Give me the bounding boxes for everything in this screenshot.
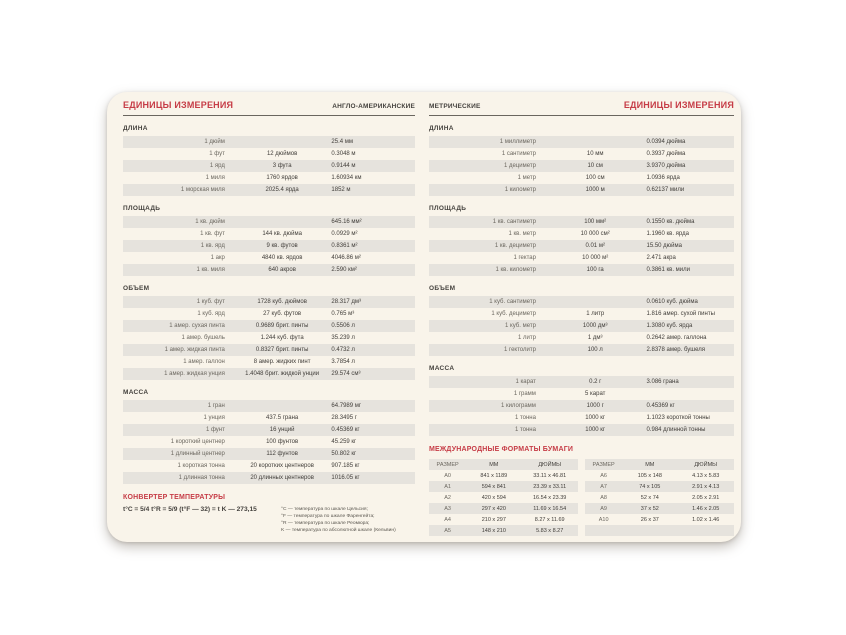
table-cell: 1 морская миля xyxy=(180,187,225,193)
right-panel xyxy=(429,100,734,534)
table-cell: 100 га xyxy=(586,267,604,273)
table-row xyxy=(123,136,415,148)
paper-table-header xyxy=(585,459,734,470)
table-cell: 16.54 x 23.39 xyxy=(533,494,567,501)
table-row xyxy=(429,481,578,492)
table-cell: 3.9370 дюйма xyxy=(646,163,686,169)
table-cell: 1 куб. дециметр xyxy=(491,311,536,317)
table-row xyxy=(429,264,734,276)
table-cell: 5.83 x 8.27 xyxy=(536,527,564,534)
table-cell: 1 миллиметр xyxy=(499,139,536,145)
table-cell: 1 метр xyxy=(517,175,536,181)
table-cell: 0.62137 мили xyxy=(646,187,685,193)
table-cell: 0.2642 амер. галлона xyxy=(646,335,707,341)
table-row xyxy=(429,344,734,356)
table-cell: 1852 м xyxy=(331,187,351,193)
paper-table-a6-a10 xyxy=(585,459,734,536)
section-mass-metric xyxy=(429,365,734,436)
table-cell: 0.3861 кв. мили xyxy=(646,267,690,273)
table-row xyxy=(123,184,415,196)
table-cell: 0.45369 кг xyxy=(646,403,675,409)
table-cell: 100 фунтов xyxy=(266,439,299,445)
conversion-table-area-imperial xyxy=(123,216,415,276)
table-cell: 105 x 148 xyxy=(637,472,662,479)
table-cell: 0.0610 куб. дюйма xyxy=(646,299,698,305)
table-cell: 50.802 кг xyxy=(331,451,357,457)
table-cell: 645.16 мм² xyxy=(331,219,362,225)
section-volume-imperial xyxy=(123,285,415,380)
column-header-mm: ММ xyxy=(645,461,655,468)
table-cell: 23.39 x 33.11 xyxy=(533,483,567,490)
table-cell: 1 грамм xyxy=(513,391,536,397)
table-cell: 1 куб. ярд xyxy=(197,311,225,317)
section-mass-imperial xyxy=(123,389,415,484)
conversion-table-length-metric xyxy=(429,136,734,196)
table-cell: 0.8361 м² xyxy=(331,243,358,249)
table-row xyxy=(123,448,415,460)
column-header-size: РАЗМЕР xyxy=(436,461,459,468)
reference-card xyxy=(107,92,741,542)
table-row xyxy=(429,160,734,172)
table-cell: 4.13 x 5.83 xyxy=(692,472,720,479)
table-cell: 0.765 м³ xyxy=(331,311,355,317)
table-cell: 10 мм xyxy=(586,151,604,157)
table-row xyxy=(429,503,578,514)
table-cell: 1000 дм³ xyxy=(582,323,608,329)
table-cell: 15.50 дюйма xyxy=(646,243,682,249)
paper-table-a0-a5 xyxy=(429,459,578,536)
table-row xyxy=(123,356,415,368)
table-cell: 594 x 841 xyxy=(481,483,506,490)
table-row xyxy=(585,514,734,525)
column-header-inches: ДЮЙМЫ xyxy=(538,461,562,468)
section-title: ОБЪЕМ xyxy=(123,285,150,292)
table-cell: 0.3048 м xyxy=(331,151,356,157)
table-cell: 25.4 мм xyxy=(331,139,353,145)
paper-formats xyxy=(429,446,734,536)
table-cell: 3.7854 л xyxy=(331,359,355,365)
table-row xyxy=(281,513,415,520)
table-cell: 45.259 кг xyxy=(331,439,357,445)
table-cell: 1 кв. дециметр xyxy=(494,243,536,249)
table-row xyxy=(429,492,578,503)
table-cell: 1 кв. дюйм xyxy=(195,219,225,225)
left-panel xyxy=(123,100,415,534)
table-row xyxy=(429,308,734,320)
table-row xyxy=(123,400,415,412)
table-cell: A0 xyxy=(444,472,451,479)
table-cell: 1000 м xyxy=(585,187,605,193)
table-cell: 0.1550 кв. дюйма xyxy=(646,219,695,225)
table-cell: 29.574 см³ xyxy=(331,371,361,377)
table-cell: 1016.05 кг xyxy=(331,475,360,481)
section-title: ДЛИНА xyxy=(123,125,148,132)
table-cell: 1.46 x 2.05 xyxy=(692,505,720,512)
table-cell: 35.239 л xyxy=(331,335,355,341)
table-cell: 1 короткий центнер xyxy=(170,439,225,445)
table-cell: 1 акр xyxy=(210,255,225,261)
table-cell: 1 килограмм xyxy=(500,403,536,409)
conversion-table-mass-metric xyxy=(429,376,734,436)
table-row xyxy=(429,412,734,424)
paper-table-header xyxy=(429,459,578,470)
table-row xyxy=(123,412,415,424)
table-row xyxy=(123,424,415,436)
table-cell: 1.02 x 1.46 xyxy=(692,516,720,523)
table-cell: 1 ярд xyxy=(209,163,225,169)
table-row xyxy=(429,228,734,240)
table-cell: 1 амер. бушель xyxy=(181,335,225,341)
table-cell: °C — температура по шкале Цельсия; xyxy=(281,507,368,512)
table-cell: 0.3937 дюйма xyxy=(646,151,686,157)
table-cell: 1 амер. галлон xyxy=(183,359,225,365)
conversion-table-volume-metric xyxy=(429,296,734,356)
table-cell: 1 кв. километр xyxy=(495,267,536,273)
table-cell: 2.05 x 2.91 xyxy=(692,494,720,501)
paper-formats-title: МЕЖДУНАРОДНЫЕ ФОРМАТЫ БУМАГИ xyxy=(429,446,574,453)
table-cell: A5 xyxy=(444,527,451,534)
right-panel-tag: МЕТРИЧЕСКИЕ xyxy=(429,103,481,110)
table-cell: 1000 кг xyxy=(585,427,606,433)
table-row xyxy=(123,228,415,240)
table-cell: 100 см xyxy=(585,175,605,181)
table-row xyxy=(123,264,415,276)
table-row xyxy=(123,368,415,380)
table-row xyxy=(123,460,415,472)
table-row xyxy=(123,148,415,160)
table-cell: 26 x 37 xyxy=(640,516,659,523)
table-cell: 1 гектар xyxy=(513,255,536,261)
section-length-imperial xyxy=(123,125,415,196)
table-cell: A9 xyxy=(600,505,607,512)
table-cell: 640 акров xyxy=(268,267,296,273)
section-area-imperial xyxy=(123,205,415,276)
table-row xyxy=(123,344,415,356)
section-title: ОБЪЕМ xyxy=(429,285,456,292)
table-row xyxy=(123,308,415,320)
table-cell: 8.27 x 11.69 xyxy=(534,516,565,523)
table-row xyxy=(429,252,734,264)
table-cell: 100 мм² xyxy=(584,219,607,225)
table-cell: 1 литр xyxy=(517,335,536,341)
table-cell: 1 литр xyxy=(586,311,605,317)
table-cell: 5 карат xyxy=(585,391,606,397)
table-row xyxy=(429,376,734,388)
table-cell: 1760 ярдов xyxy=(266,175,298,181)
temperature-formula: t°C = 5/4 t°R = 5/9 (t°F — 32) = t K — 273,15 xyxy=(123,506,257,513)
table-cell: 20 длинных центнеров xyxy=(250,475,314,481)
section-title: ДЛИНА xyxy=(429,125,454,132)
table-cell: 1.244 куб. фута xyxy=(260,335,304,341)
table-row xyxy=(429,525,578,536)
table-cell: 8 амер. жидких пинт xyxy=(253,359,311,365)
table-cell: 9 кв. футов xyxy=(266,243,298,249)
conversion-table-area-metric xyxy=(429,216,734,276)
table-row xyxy=(429,514,578,525)
table-cell: 74 x 105 xyxy=(639,483,661,490)
table-cell: 0.984 длинной тонны xyxy=(646,427,706,433)
paper-table-rows xyxy=(429,470,578,536)
table-cell: 27 куб. футов xyxy=(263,311,302,317)
table-cell: 2.590 км² xyxy=(331,267,357,273)
table-cell: 3 фута xyxy=(272,163,292,169)
section-title: ПЛОЩАДЬ xyxy=(429,205,467,212)
table-cell: 1.0936 ярда xyxy=(646,175,680,181)
table-row xyxy=(429,470,578,481)
table-row xyxy=(281,520,415,527)
table-cell: 1 гектолитр xyxy=(504,347,536,353)
section-volume-metric xyxy=(429,285,734,356)
table-cell: 1.3080 куб. ярда xyxy=(646,323,693,329)
table-cell: 10 000 см² xyxy=(580,231,610,237)
table-cell: 1 километр xyxy=(504,187,536,193)
temperature-legend xyxy=(281,506,415,534)
table-cell: 28.317 дм³ xyxy=(331,299,362,305)
table-cell: 12 дюймов xyxy=(266,151,298,157)
table-row xyxy=(123,172,415,184)
table-cell: 1000 кг xyxy=(585,415,606,421)
table-cell: 4046.86 м² xyxy=(331,255,361,261)
table-cell: 1 фут xyxy=(209,151,225,157)
table-cell: 210 x 297 xyxy=(481,516,506,523)
table-cell: 0.4732 л xyxy=(331,347,355,353)
right-panel-header xyxy=(429,100,734,116)
table-cell: 1000 г xyxy=(586,403,604,409)
section-title: МАССА xyxy=(123,389,149,396)
table-cell: 1 гран xyxy=(207,403,225,409)
table-cell: 2025.4 ярда xyxy=(265,187,299,193)
table-cell: 1 длинный центнер xyxy=(170,451,225,457)
table-cell: 1 длинная тонна xyxy=(178,475,225,481)
table-cell: 1 дециметр xyxy=(503,163,536,169)
table-row xyxy=(429,296,734,308)
table-cell: 1 дюйм xyxy=(204,139,225,145)
table-cell: 1 куб. метр xyxy=(505,323,536,329)
conversion-table-volume-imperial xyxy=(123,296,415,380)
table-cell: 1 тонна xyxy=(514,415,536,421)
left-panel-title: ЕДИНИЦЫ ИЗМЕРЕНИЯ xyxy=(123,100,234,110)
conversion-table-mass-imperial xyxy=(123,400,415,484)
table-cell: A3 xyxy=(444,505,451,512)
paper-table-rows xyxy=(585,470,734,536)
table-cell: 1.60934 км xyxy=(331,175,362,181)
table-row xyxy=(429,172,734,184)
table-cell: A10 xyxy=(598,516,609,523)
column-header-size: РАЗМЕР xyxy=(592,461,615,468)
table-cell: 37 x 52 xyxy=(640,505,659,512)
table-cell: 1 тонна xyxy=(514,427,536,433)
table-row xyxy=(123,252,415,264)
table-cell: 420 x 594 xyxy=(481,494,506,501)
table-cell: 2.8378 амер. бушеля xyxy=(646,347,705,353)
table-cell: A8 xyxy=(600,494,607,501)
table-cell: 148 x 210 xyxy=(481,527,506,534)
table-cell: 1.1023 короткой тонны xyxy=(646,415,710,421)
table-row xyxy=(585,525,734,536)
table-cell: 0.0394 дюйма xyxy=(646,139,686,145)
table-row xyxy=(429,320,734,332)
table-cell: 0.9144 м xyxy=(331,163,356,169)
temperature-converter xyxy=(123,494,415,534)
table-cell: 1 амер. сухая пинта xyxy=(169,323,225,329)
section-title: МАССА xyxy=(429,365,455,372)
table-cell: 144 кв. дюйма xyxy=(262,231,302,237)
table-cell: 0.45369 кг xyxy=(331,427,360,433)
table-cell: 1 кв. фут xyxy=(200,231,225,237)
table-cell: 1 сантиметр xyxy=(501,151,536,157)
table-cell: 1 кв. миля xyxy=(196,267,225,273)
table-cell: 1.1960 кв. ярда xyxy=(646,231,689,237)
table-row xyxy=(123,216,415,228)
table-cell: A2 xyxy=(444,494,451,501)
table-cell: 20 коротких центнеров xyxy=(250,463,314,469)
table-cell: 1 амер. жидкая унция xyxy=(164,371,225,377)
table-row xyxy=(429,424,734,436)
table-row xyxy=(429,216,734,228)
table-cell: 0.8327 брит. пинты xyxy=(255,347,309,353)
section-area-metric xyxy=(429,205,734,276)
table-cell: °F — температура по шкале Фаренгейта; xyxy=(281,514,375,519)
table-cell: K — температура по абсолютной шкале (Кельвин) xyxy=(281,528,396,533)
table-cell: 112 фунтов xyxy=(266,451,298,457)
table-cell: 1 карат xyxy=(515,379,536,385)
table-cell: A4 xyxy=(444,516,451,523)
table-row xyxy=(123,320,415,332)
table-cell: 0.5506 л xyxy=(331,323,355,329)
table-cell: A7 xyxy=(600,483,607,490)
table-row xyxy=(585,470,734,481)
table-cell: 33.11 x 46.81 xyxy=(533,472,567,479)
table-row xyxy=(429,184,734,196)
table-row xyxy=(429,332,734,344)
table-row xyxy=(123,332,415,344)
table-cell: 1.4048 брит. жидкой унции xyxy=(245,371,320,377)
table-cell: °R — температура по шкале Реомюра; xyxy=(281,521,370,526)
table-cell: 0.01 м² xyxy=(585,243,605,249)
table-cell: 4840 кв. ярдов xyxy=(261,255,303,261)
table-cell: 1 кв. сантиметр xyxy=(492,219,536,225)
left-panel-header xyxy=(123,100,415,116)
table-cell: 28.3495 г xyxy=(331,415,357,421)
table-cell: A6 xyxy=(600,472,607,479)
table-cell: 2.471 акра xyxy=(646,255,676,261)
table-cell: 1728 куб. дюймов xyxy=(257,299,307,305)
table-row xyxy=(123,436,415,448)
section-title: ПЛОЩАДЬ xyxy=(123,205,161,212)
table-cell: 3.086 грана xyxy=(646,379,679,385)
temperature-converter-title: КОНВЕРТЕР ТЕМПЕРАТУРЫ xyxy=(123,494,226,501)
table-row xyxy=(281,527,415,534)
table-row xyxy=(123,240,415,252)
table-cell: 1 куб. фут xyxy=(196,299,225,305)
column-header-inches: ДЮЙМЫ xyxy=(694,461,718,468)
table-cell: 1.816 амер. сухой пинты xyxy=(646,311,715,317)
table-cell: 11.69 x 16.54 xyxy=(533,505,567,512)
table-cell: 1 куб. сантиметр xyxy=(489,299,536,305)
table-cell: 1 короткая тонна xyxy=(177,463,225,469)
section-length-metric xyxy=(429,125,734,196)
table-cell: 1 миля xyxy=(205,175,225,181)
table-cell: 1 кв. ярд xyxy=(200,243,225,249)
table-cell: 0.9689 брит. пинты xyxy=(255,323,309,329)
table-row xyxy=(429,388,734,400)
table-cell: 52 x 74 xyxy=(640,494,659,501)
table-cell: 10 000 м² xyxy=(582,255,609,261)
table-cell: A1 xyxy=(444,483,451,490)
table-cell: 437.5 грана xyxy=(266,415,299,421)
table-cell: 1 амер. жидкая пинта xyxy=(164,347,225,353)
table-row xyxy=(281,506,415,513)
left-panel-tag: АНГЛО-АМЕРИКАНСКИЕ xyxy=(332,103,415,110)
table-cell: 297 x 420 xyxy=(481,505,506,512)
table-row xyxy=(429,400,734,412)
table-row xyxy=(429,148,734,160)
table-cell: 1 кв. метр xyxy=(508,231,536,237)
table-cell: 100 л xyxy=(587,347,603,353)
table-cell: 16 унций xyxy=(269,427,295,433)
table-cell: 2.91 x 4.13 xyxy=(692,483,720,490)
table-row xyxy=(123,296,415,308)
column-header-mm: ММ xyxy=(489,461,499,468)
table-row xyxy=(123,472,415,484)
table-cell: 1 унция xyxy=(203,415,225,421)
table-cell: 64.7989 мг xyxy=(331,403,362,409)
table-row xyxy=(429,136,734,148)
table-row xyxy=(585,481,734,492)
table-row xyxy=(585,503,734,514)
table-cell: 10 см xyxy=(587,163,603,169)
right-panel-title: ЕДИНИЦЫ ИЗМЕРЕНИЯ xyxy=(623,100,734,110)
table-row xyxy=(123,160,415,172)
table-cell: 1 фунт xyxy=(205,427,225,433)
table-cell: 1 дм³ xyxy=(587,335,603,341)
table-row xyxy=(585,492,734,503)
conversion-table-length-imperial xyxy=(123,136,415,196)
table-cell: 841 x 1189 xyxy=(480,472,508,479)
table-cell: 907.185 кг xyxy=(331,463,360,469)
table-cell: 0.0929 м² xyxy=(331,231,358,237)
table-row xyxy=(429,240,734,252)
table-cell: 0.2 г xyxy=(589,379,602,385)
